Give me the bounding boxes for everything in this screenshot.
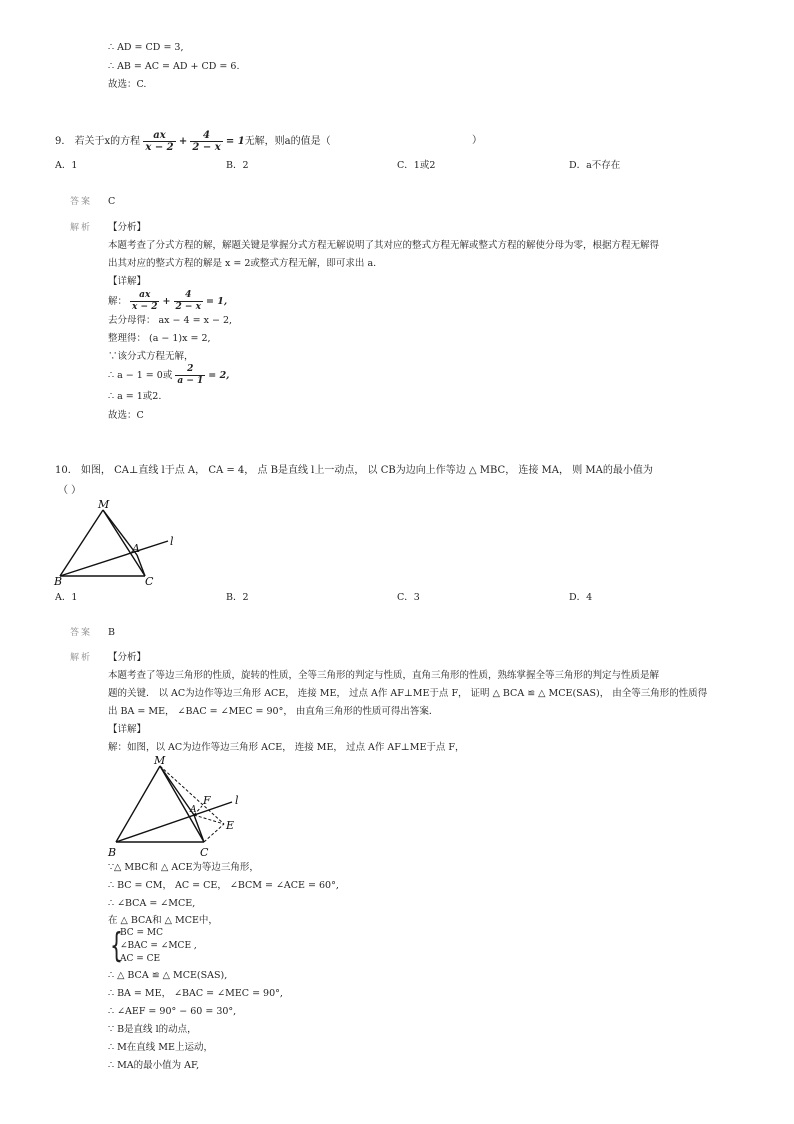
q9-equals: = 1 (225, 136, 245, 147)
prev-line-2: ∴ AB = AC = AD + CD = 6. (108, 61, 240, 72)
q9-analysis-label: 解析 (70, 223, 93, 233)
q9-sol-4: ∵该分式方程无解， (108, 351, 194, 362)
fig1-label-m: M (98, 498, 110, 511)
q9-answer: C (108, 196, 116, 207)
fig2-label-l: l (235, 794, 239, 807)
q9-sol-frac2-num: 4 (174, 290, 203, 302)
q10-option-b: B．2 (226, 592, 249, 603)
q10-analysis-1: 本题考查了等边三角形的性质，旋转的性质，全等三角形的判定与性质，直角三角形的性质，熟练掌握全等三角形的判定与性质是解 (108, 670, 660, 681)
fig1-line-l (60, 541, 168, 576)
q10-sol-11: ∴ MA的最小值为 AF, (108, 1060, 200, 1071)
q9-option-c: C．1或2 (397, 160, 436, 171)
q10-analysis-3: 出 BA = ME， ∠BAC = ∠MEC = 90°， 由直角三角形的性质可得出答案． (108, 706, 439, 717)
q9-sol-frac1-num: ax (130, 290, 159, 302)
q10-sol-10: ∴ M在直线 ME上运动， (108, 1042, 213, 1053)
fig2-label-e: E (226, 819, 235, 832)
q9-sol-2: 去分母得： ax − 4 = x − 2, (108, 315, 233, 326)
q9-sol-plus: + (162, 296, 171, 307)
q9-frac2-den: 2 − x (192, 142, 221, 153)
q9-sol-eq1-tail: = 1, (205, 296, 228, 307)
q9-sol-5-frac (175, 364, 205, 387)
q9-analysis-2: 出其对应的整式方程的解是 x = 2或整式方程无解，即可求出 a. (108, 258, 377, 269)
q10-sol-7: ∴ BA = ME， ∠BAC = ∠MEC = 90°, (108, 988, 283, 999)
q10-sol-3: ∴ BC = CM， AC = CE， ∠BCM = ∠ACE = 60°, (108, 880, 339, 891)
q10-answer: B (108, 627, 115, 638)
fig1-label-a: A (132, 542, 140, 555)
fig1-label-b: B (54, 575, 63, 588)
q9-fraction-2 (190, 130, 222, 153)
fig2-label-c: C (200, 846, 209, 859)
q9-sol-frac1 (130, 290, 159, 313)
fig1-label-c: C (145, 575, 154, 588)
q10-sol-2: ∵△ MBC和 △ ACE为等边三角形， (108, 862, 259, 873)
q9-sol-5-num: 2 (175, 364, 205, 376)
q9-sol-jie: 解： (108, 296, 128, 307)
q10-option-c: C．3 (397, 592, 420, 603)
q10-option-a: A．1 (55, 592, 78, 603)
q10-stem-2: （ ） (58, 485, 82, 496)
fig2-label-b: B (108, 846, 117, 859)
q9-fraction-1 (143, 130, 175, 153)
q10-sol-1: 解：如图，以 AC为边作等边三角形 ACE， 连接 ME， 过点 A作 AF⊥ME于点 F， (108, 742, 465, 753)
fig2-label-a: A (190, 805, 197, 815)
q9-stem (55, 130, 331, 153)
q9-sol-eq1 (108, 290, 227, 313)
prev-line-1: ∴ AD = CD = 3, (108, 42, 184, 53)
q9-fenxi: 【分析】 (108, 222, 147, 233)
q9-sol-3: 整理得： (a − 1)x = 2, (108, 333, 211, 344)
q10-fenxi: 【分析】 (108, 652, 147, 663)
q9-sol-6: ∴ a = 1或2. (108, 391, 162, 402)
q9-option-d: D．a不存在 (569, 160, 621, 171)
q10-figure-1 (50, 498, 190, 588)
brace-line-1: BC = MC (120, 928, 164, 938)
q10-sol-8: ∴ ∠AEF = 90° − 60 = 30°, (108, 1006, 237, 1017)
q10-sol-5: 在 △ BCA和 △ MCE中， (108, 915, 218, 926)
q10-xiangjie: 【详解】 (108, 724, 147, 735)
q9-close-paren: ） (472, 135, 482, 146)
q9-sol-5-pre: ∴ a − 1 = 0或 (108, 370, 173, 381)
brace-glyph: { (110, 926, 123, 966)
brace-line-3: AC = CE (120, 954, 161, 964)
q10-sol-4: ∴ ∠BCA = ∠MCE, (108, 898, 196, 909)
fig2-line-mb (116, 766, 160, 842)
q9-sol-5 (108, 364, 229, 387)
q10-option-d: D．4 (569, 592, 593, 603)
q9-analysis-1: 本题考查了分式方程的解，解题关键是掌握分式方程无解说明了其对应的整式方程无解或整式方程的解使分母为零，根据方程无解得 (108, 240, 660, 251)
fig2-label-m: M (154, 754, 166, 767)
q10-brace-system (110, 928, 230, 968)
brace-line-2: ∠BAC = ∠MCE , (120, 941, 197, 951)
q9-option-a: A．1 (55, 160, 78, 171)
q9-sol-5-den: a − 1 (177, 376, 204, 386)
q9-frac1-den: x − 2 (145, 142, 174, 153)
fig2-label-f: F (203, 794, 211, 807)
fig2-line-l (116, 802, 235, 842)
prev-line-3: 故选：C. (108, 79, 147, 90)
q10-answer-label: 答案 (70, 628, 93, 638)
fig2-line-mc (160, 766, 204, 842)
q9-sol-frac2-den: 2 − x (175, 302, 201, 312)
q10-sol-6: ∴ △ BCA ≌ △ MCE(SAS), (108, 970, 228, 981)
q10-stem-1: 10． 如图， CA⊥直线 l于点 A， CA = 4， 点 B是直线 l上一动点， 以 CB为边向上作等边 △ MBC， 连接 MA， 则 MA的最小值为 (55, 465, 653, 476)
q10-analysis-label: 解析 (70, 653, 93, 663)
fig1-label-l: l (170, 535, 174, 548)
q10-figure-2 (104, 752, 264, 862)
q9-sol-frac1-den: x − 2 (132, 302, 158, 312)
fig2-line-ma (160, 766, 194, 815)
q9-frac2-num: 4 (190, 130, 222, 142)
q9-plus: + (178, 136, 188, 147)
q10-sol-9: ∵ B是直线 l的动点， (108, 1024, 197, 1035)
q9-suffix: 无解，则a的值是（ (244, 136, 331, 147)
q10-analysis-2: 题的关键． 以 AC为边作等边三角形 ACE， 连接 ME， 过点 A作 AF⊥ME于点 F， 证明 △ BCA ≌ △ MCE(SAS)， 由全等三角形的性质得 (108, 688, 708, 699)
q9-answer-label: 答案 (70, 197, 93, 207)
q9-sol-frac2 (174, 290, 203, 313)
q9-xiangjie: 【详解】 (108, 276, 147, 287)
q9-sol-7: 故选：C (108, 410, 144, 421)
q9-sol-5-post: = 2, (208, 370, 230, 381)
q9-option-b: B．2 (226, 160, 249, 171)
fig2-line-ce (204, 824, 224, 842)
q9-prefix: 9． 若关于x的方程 (55, 136, 141, 147)
fig1-line-mb (60, 510, 103, 576)
q9-frac1-num: ax (143, 130, 175, 142)
